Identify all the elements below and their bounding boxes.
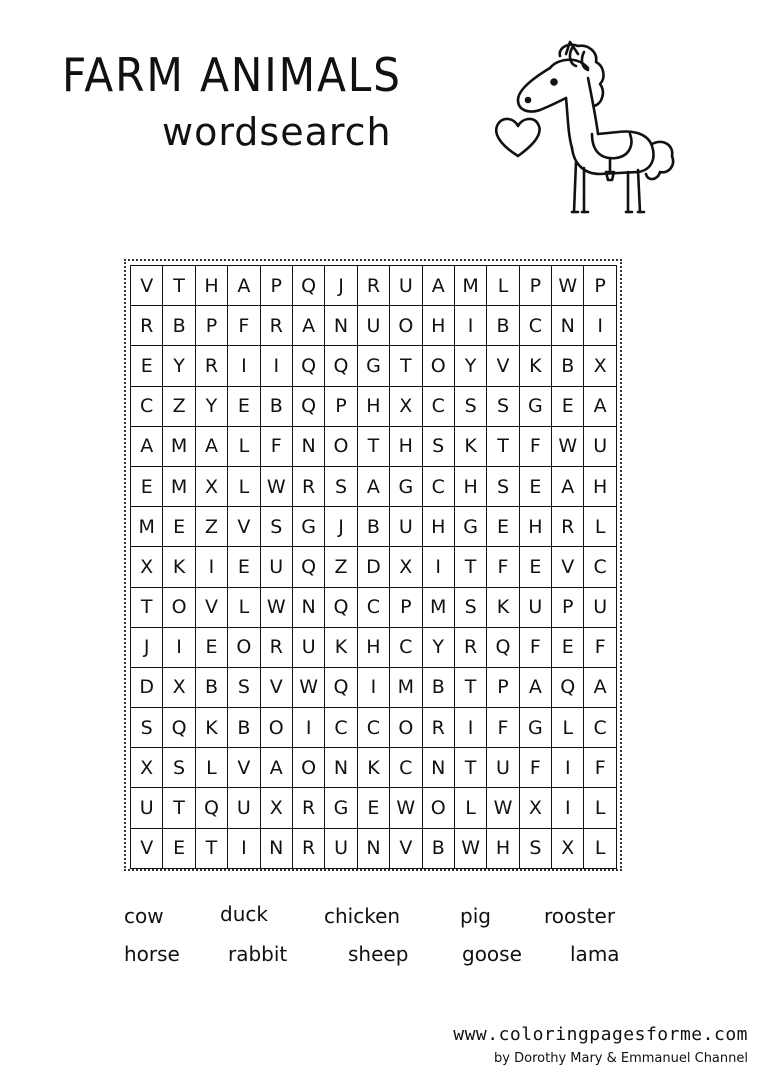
grid-cell[interactable]: N <box>358 829 390 869</box>
wordsearch-board <box>124 259 622 871</box>
website-link[interactable]: www.coloringpagesforme.com <box>453 1024 748 1045</box>
grid-cell[interactable]: W <box>293 668 325 708</box>
grid-cell[interactable]: B <box>552 346 584 386</box>
grid-cell[interactable]: G <box>293 507 325 547</box>
grid-cell[interactable]: I <box>358 668 390 708</box>
grid-cell[interactable]: A <box>423 266 455 306</box>
grid-cell[interactable]: S <box>325 467 357 507</box>
grid-cell[interactable]: X <box>520 788 552 828</box>
grid-cell[interactable]: U <box>584 588 616 628</box>
word-item: cow <box>124 904 164 928</box>
grid-cell[interactable]: N <box>325 748 357 788</box>
grid-cell[interactable]: P <box>196 306 228 346</box>
grid-cell[interactable]: N <box>293 427 325 467</box>
letter-grid <box>130 265 617 869</box>
grid-cell[interactable]: L <box>228 467 260 507</box>
grid-cell[interactable]: Z <box>325 547 357 587</box>
grid-cell[interactable]: E <box>552 387 584 427</box>
grid-cell[interactable]: L <box>228 427 260 467</box>
author-credit: by Dorothy Mary & Emmanuel Channel <box>494 1051 748 1066</box>
grid-cell[interactable]: V <box>261 668 293 708</box>
grid-cell[interactable]: O <box>390 306 422 346</box>
grid-cell[interactable]: X <box>131 748 163 788</box>
grid-cell[interactable]: I <box>455 306 487 346</box>
horse-with-heart-icon <box>488 38 678 218</box>
grid-cell[interactable]: F <box>584 628 616 668</box>
grid-cell[interactable]: P <box>520 266 552 306</box>
grid-cell[interactable]: H <box>520 507 552 547</box>
grid-cell[interactable]: R <box>423 708 455 748</box>
grid-cell[interactable]: Q <box>293 387 325 427</box>
grid-cell[interactable]: B <box>163 306 195 346</box>
grid-cell[interactable]: Y <box>196 387 228 427</box>
grid-cell[interactable]: E <box>358 788 390 828</box>
grid-cell[interactable]: G <box>325 788 357 828</box>
grid-cell[interactable]: H <box>487 829 519 869</box>
grid-cell[interactable]: P <box>325 387 357 427</box>
grid-cell[interactable]: H <box>196 266 228 306</box>
grid-cell[interactable]: H <box>455 467 487 507</box>
grid-cell[interactable]: B <box>358 507 390 547</box>
grid-cell[interactable]: S <box>423 427 455 467</box>
grid-cell[interactable]: N <box>552 306 584 346</box>
grid-cell[interactable]: K <box>358 748 390 788</box>
word-item: rabbit <box>228 942 288 966</box>
grid-cell[interactable]: B <box>196 668 228 708</box>
grid-cell[interactable]: S <box>261 507 293 547</box>
grid-cell[interactable]: Q <box>325 346 357 386</box>
grid-cell[interactable]: G <box>520 708 552 748</box>
grid-cell[interactable]: I <box>163 628 195 668</box>
grid-cell[interactable]: P <box>584 266 616 306</box>
grid-cell[interactable]: E <box>163 507 195 547</box>
grid-cell[interactable]: L <box>455 788 487 828</box>
word-item: sheep <box>348 942 409 966</box>
grid-cell[interactable]: G <box>390 467 422 507</box>
grid-cell[interactable]: R <box>131 306 163 346</box>
grid-cell[interactable]: Y <box>163 346 195 386</box>
grid-cell[interactable]: W <box>455 829 487 869</box>
grid-cell[interactable]: P <box>487 668 519 708</box>
grid-cell[interactable]: O <box>163 588 195 628</box>
grid-cell[interactable]: X <box>196 467 228 507</box>
grid-cell[interactable]: S <box>487 467 519 507</box>
grid-cell[interactable]: T <box>196 829 228 869</box>
grid-cell[interactable]: Q <box>325 668 357 708</box>
grid-cell[interactable]: S <box>520 829 552 869</box>
grid-cell[interactable]: R <box>293 829 325 869</box>
grid-cell[interactable]: X <box>390 547 422 587</box>
grid-cell[interactable]: E <box>228 547 260 587</box>
grid-cell[interactable]: V <box>131 829 163 869</box>
grid-cell[interactable]: N <box>325 306 357 346</box>
grid-cell[interactable]: U <box>228 788 260 828</box>
grid-cell[interactable]: H <box>584 467 616 507</box>
grid-cell[interactable]: X <box>163 668 195 708</box>
grid-cell[interactable]: U <box>293 628 325 668</box>
grid-cell[interactable]: K <box>163 547 195 587</box>
grid-cell[interactable]: Q <box>163 708 195 748</box>
grid-cell[interactable]: P <box>552 588 584 628</box>
grid-cell[interactable]: U <box>325 829 357 869</box>
grid-cell[interactable]: V <box>228 507 260 547</box>
grid-cell[interactable]: W <box>552 266 584 306</box>
grid-cell[interactable]: S <box>163 748 195 788</box>
grid-cell[interactable]: Z <box>163 387 195 427</box>
grid-cell[interactable]: H <box>358 628 390 668</box>
grid-cell[interactable]: E <box>196 628 228 668</box>
grid-cell[interactable]: I <box>228 829 260 869</box>
grid-cell[interactable]: R <box>293 467 325 507</box>
page-title: FARM ANIMALS <box>62 48 402 102</box>
grid-cell[interactable]: A <box>358 467 390 507</box>
grid-cell[interactable]: T <box>487 427 519 467</box>
grid-cell[interactable]: A <box>552 467 584 507</box>
grid-cell[interactable]: O <box>423 346 455 386</box>
grid-cell[interactable]: B <box>423 668 455 708</box>
grid-cell[interactable]: Y <box>455 346 487 386</box>
grid-cell[interactable]: T <box>358 427 390 467</box>
grid-cell[interactable]: I <box>196 547 228 587</box>
word-item: duck <box>220 902 268 926</box>
grid-cell[interactable]: W <box>261 467 293 507</box>
grid-cell[interactable]: R <box>455 628 487 668</box>
grid-cell[interactable]: I <box>228 346 260 386</box>
grid-cell[interactable]: Q <box>552 668 584 708</box>
grid-cell[interactable]: V <box>390 829 422 869</box>
grid-cell[interactable]: R <box>261 628 293 668</box>
grid-cell[interactable]: A <box>228 266 260 306</box>
grid-cell[interactable]: F <box>487 708 519 748</box>
grid-cell[interactable]: M <box>390 668 422 708</box>
grid-cell[interactable]: W <box>390 788 422 828</box>
grid-cell[interactable]: W <box>261 588 293 628</box>
grid-cell[interactable]: N <box>293 588 325 628</box>
grid-cell[interactable]: I <box>552 788 584 828</box>
grid-cell[interactable]: T <box>163 788 195 828</box>
grid-cell[interactable]: S <box>455 387 487 427</box>
grid-cell[interactable]: O <box>261 708 293 748</box>
grid-cell[interactable]: E <box>228 387 260 427</box>
grid-cell[interactable]: L <box>487 266 519 306</box>
grid-cell[interactable]: I <box>261 346 293 386</box>
grid-cell[interactable]: O <box>293 748 325 788</box>
grid-cell[interactable]: R <box>552 507 584 547</box>
word-item: horse <box>124 942 180 966</box>
grid-cell[interactable]: X <box>584 346 616 386</box>
grid-cell[interactable]: H <box>423 306 455 346</box>
word-item: goose <box>462 942 522 966</box>
grid-cell[interactable]: L <box>228 588 260 628</box>
grid-cell[interactable]: E <box>131 467 163 507</box>
grid-cell[interactable]: I <box>584 306 616 346</box>
grid-cell[interactable]: P <box>261 266 293 306</box>
grid-cell[interactable]: Q <box>293 346 325 386</box>
grid-cell[interactable]: O <box>325 427 357 467</box>
grid-cell[interactable]: K <box>196 708 228 748</box>
grid-cell[interactable]: E <box>520 547 552 587</box>
grid-cell[interactable]: L <box>196 748 228 788</box>
grid-cell[interactable]: A <box>584 668 616 708</box>
grid-cell[interactable]: F <box>520 628 552 668</box>
grid-cell[interactable]: M <box>455 266 487 306</box>
grid-cell[interactable]: A <box>131 427 163 467</box>
grid-cell[interactable]: U <box>390 507 422 547</box>
grid-cell[interactable]: V <box>228 748 260 788</box>
grid-cell[interactable]: H <box>358 387 390 427</box>
grid-cell[interactable]: S <box>455 588 487 628</box>
grid-cell[interactable]: B <box>228 708 260 748</box>
word-item: lama <box>570 942 620 966</box>
grid-cell[interactable]: T <box>455 547 487 587</box>
grid-cell[interactable]: Y <box>423 628 455 668</box>
grid-cell[interactable]: B <box>487 306 519 346</box>
grid-cell[interactable]: E <box>163 829 195 869</box>
grid-cell[interactable]: J <box>325 266 357 306</box>
grid-cell[interactable]: F <box>520 748 552 788</box>
word-item: pig <box>460 904 491 928</box>
grid-cell[interactable]: C <box>390 628 422 668</box>
grid-cell[interactable]: C <box>423 467 455 507</box>
grid-cell[interactable]: R <box>293 788 325 828</box>
grid-cell[interactable]: L <box>584 829 616 869</box>
grid-cell[interactable]: K <box>487 588 519 628</box>
grid-cell[interactable]: A <box>520 668 552 708</box>
grid-cell[interactable]: Q <box>293 547 325 587</box>
grid-cell[interactable]: O <box>390 708 422 748</box>
grid-cell[interactable]: T <box>455 668 487 708</box>
page-subtitle: wordsearch <box>162 110 392 154</box>
grid-cell[interactable]: B <box>261 387 293 427</box>
grid-cell[interactable]: C <box>584 708 616 748</box>
grid-cell[interactable]: U <box>390 266 422 306</box>
grid-cell[interactable]: J <box>131 628 163 668</box>
grid-cell[interactable]: F <box>520 427 552 467</box>
grid-cell[interactable]: T <box>163 266 195 306</box>
grid-cell[interactable]: I <box>552 748 584 788</box>
grid-cell[interactable]: U <box>584 427 616 467</box>
grid-cell[interactable]: L <box>552 708 584 748</box>
grid-cell[interactable]: C <box>520 306 552 346</box>
grid-cell[interactable]: T <box>390 346 422 386</box>
grid-cell[interactable]: T <box>455 748 487 788</box>
grid-cell[interactable]: N <box>261 829 293 869</box>
grid-cell[interactable]: A <box>196 427 228 467</box>
grid-cell[interactable]: R <box>196 346 228 386</box>
grid-cell[interactable]: Q <box>293 266 325 306</box>
grid-cell[interactable]: K <box>455 427 487 467</box>
grid-cell[interactable]: U <box>261 547 293 587</box>
grid-cell[interactable]: Z <box>196 507 228 547</box>
grid-cell[interactable]: H <box>390 427 422 467</box>
grid-cell[interactable]: F <box>487 547 519 587</box>
grid-cell[interactable]: H <box>423 507 455 547</box>
grid-cell[interactable]: Q <box>487 628 519 668</box>
grid-cell[interactable]: L <box>584 788 616 828</box>
footer <box>453 1024 748 1066</box>
grid-cell[interactable]: C <box>358 708 390 748</box>
grid-cell[interactable]: F <box>584 748 616 788</box>
grid-cell[interactable]: U <box>487 748 519 788</box>
grid-cell[interactable]: E <box>131 346 163 386</box>
grid-cell[interactable]: R <box>358 266 390 306</box>
grid-cell[interactable]: A <box>584 387 616 427</box>
grid-cell[interactable]: G <box>358 346 390 386</box>
grid-cell[interactable]: V <box>131 266 163 306</box>
grid-cell[interactable]: E <box>520 467 552 507</box>
grid-cell[interactable]: X <box>552 829 584 869</box>
grid-cell[interactable]: X <box>261 788 293 828</box>
grid-cell[interactable]: A <box>261 748 293 788</box>
grid-cell[interactable]: D <box>358 547 390 587</box>
grid-cell[interactable]: V <box>196 588 228 628</box>
grid-cell[interactable]: V <box>487 346 519 386</box>
grid-cell[interactable]: Q <box>325 588 357 628</box>
grid-cell[interactable]: N <box>423 748 455 788</box>
grid-cell[interactable]: W <box>552 427 584 467</box>
grid-cell[interactable]: W <box>487 788 519 828</box>
grid-cell[interactable]: Q <box>196 788 228 828</box>
grid-cell[interactable]: X <box>390 387 422 427</box>
grid-cell[interactable]: M <box>163 467 195 507</box>
grid-cell[interactable]: D <box>131 668 163 708</box>
grid-cell[interactable]: S <box>487 387 519 427</box>
grid-cell[interactable]: A <box>293 306 325 346</box>
grid-cell[interactable]: M <box>163 427 195 467</box>
grid-cell[interactable]: G <box>455 507 487 547</box>
grid-cell[interactable]: E <box>552 628 584 668</box>
grid-cell[interactable]: M <box>131 507 163 547</box>
grid-cell[interactable]: I <box>455 708 487 748</box>
grid-cell[interactable]: S <box>228 668 260 708</box>
word-item: chicken <box>324 904 401 928</box>
word-item: rooster <box>544 904 616 928</box>
grid-cell[interactable]: O <box>423 788 455 828</box>
grid-cell[interactable]: U <box>358 306 390 346</box>
grid-cell[interactable]: B <box>423 829 455 869</box>
grid-cell[interactable]: F <box>228 306 260 346</box>
grid-cell[interactable]: U <box>131 788 163 828</box>
grid-cell[interactable]: J <box>325 507 357 547</box>
grid-cell[interactable]: E <box>487 507 519 547</box>
grid-cell[interactable]: C <box>325 708 357 748</box>
grid-cell[interactable]: X <box>131 547 163 587</box>
grid-cell[interactable]: K <box>520 346 552 386</box>
grid-cell[interactable]: C <box>390 748 422 788</box>
grid-cell[interactable]: K <box>325 628 357 668</box>
grid-cell[interactable]: V <box>552 547 584 587</box>
grid-cell[interactable]: I <box>293 708 325 748</box>
grid-cell[interactable]: S <box>131 708 163 748</box>
grid-cell[interactable]: L <box>584 507 616 547</box>
grid-cell[interactable]: M <box>423 588 455 628</box>
grid-cell[interactable]: O <box>228 628 260 668</box>
grid-cell[interactable]: P <box>390 588 422 628</box>
grid-cell[interactable]: R <box>261 306 293 346</box>
grid-cell[interactable]: I <box>423 547 455 587</box>
grid-cell[interactable]: C <box>584 547 616 587</box>
grid-cell[interactable]: G <box>520 387 552 427</box>
grid-cell[interactable]: C <box>358 588 390 628</box>
grid-cell[interactable]: C <box>423 387 455 427</box>
grid-cell[interactable]: F <box>261 427 293 467</box>
grid-cell[interactable]: U <box>520 588 552 628</box>
grid-cell[interactable]: C <box>131 387 163 427</box>
grid-cell[interactable]: T <box>131 588 163 628</box>
